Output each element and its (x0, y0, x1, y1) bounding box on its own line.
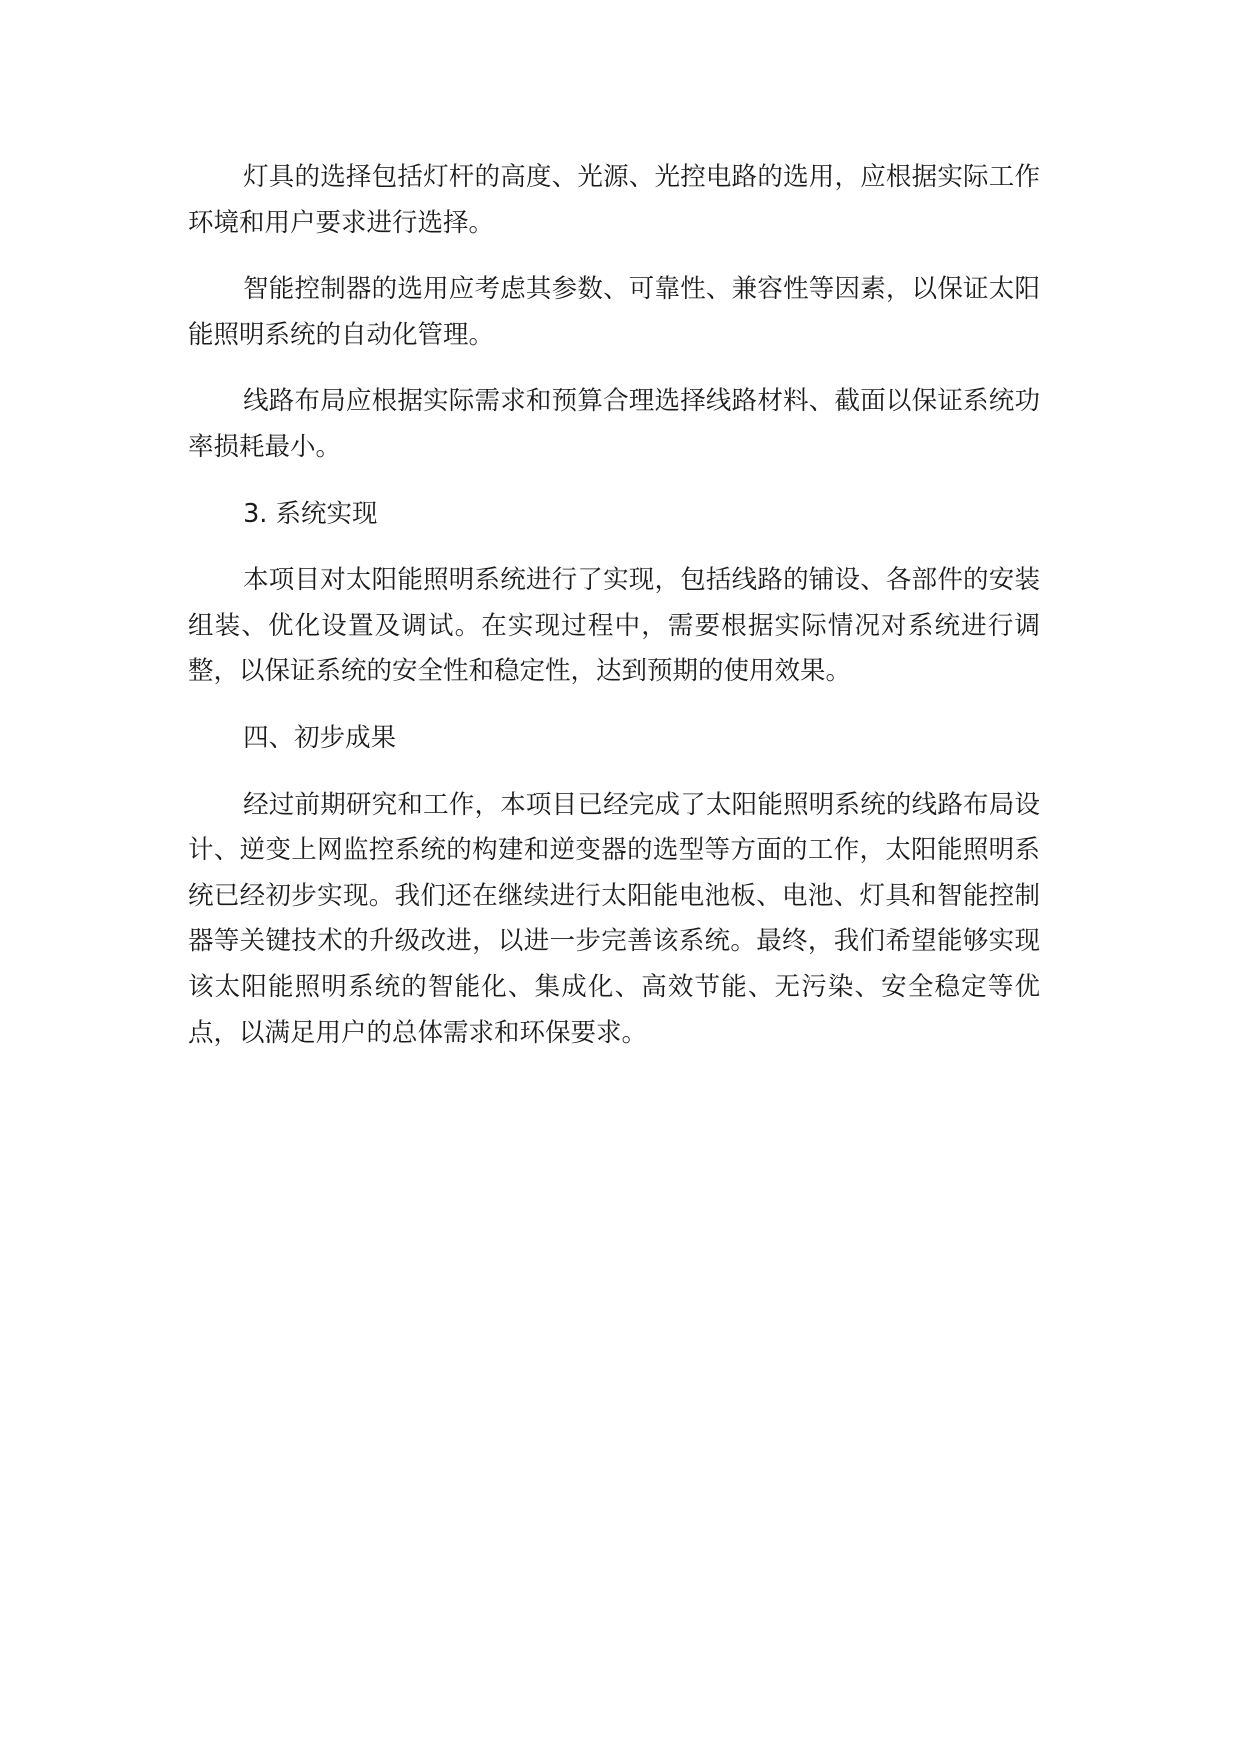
paragraph-implementation: 本项目对太阳能照明系统进行了实现，包括线路的铺设、各部件的安装组装、优化设置及调试。在实现过程中，需要根据实际情况对系统进行调整，以保证系统的安全性和稳定性，达到预期的使用效果。 (188, 565, 1040, 687)
paragraph-wiring-layout: 线路布局应根据实际需求和预算合理选择线路材料、截面以保证系统功率损耗最小。 (188, 386, 1040, 462)
paragraph-lamp-selection: 灯具的选择包括灯杆的高度、光源、光控电路的选用，应根据实际工作环境和用户要求进行选择。 (188, 162, 1040, 238)
paragraph-results: 经过前期研究和工作，本项目已经完成了太阳能照明系统的线路布局设计、逆变上网监控系统的构建和逆变器的选型等方面的工作，太阳能照明系统已经初步实现。我们还在继续进行太阳能电池板、电池、灯具和智能控制器等关键技术的升级改进，以进一步完善该系统。最终，我们希望能够实现该太阳能照明系统的智能化、集成化、高效节能、无污染、安全稳定等优点，以满足用户的总体需求和环保要求。 (188, 789, 1040, 1048)
paragraph-controller-selection: 智能控制器的选用应考虑其参数、可靠性、兼容性等因素，以保证太阳能照明系统的自动化管理。 (188, 274, 1040, 350)
section-heading-system-implementation: 3. 系统实现 (243, 498, 378, 529)
section-heading-preliminary-results: 四、初步成果 (243, 722, 397, 753)
document-body (188, 155, 1040, 1077)
